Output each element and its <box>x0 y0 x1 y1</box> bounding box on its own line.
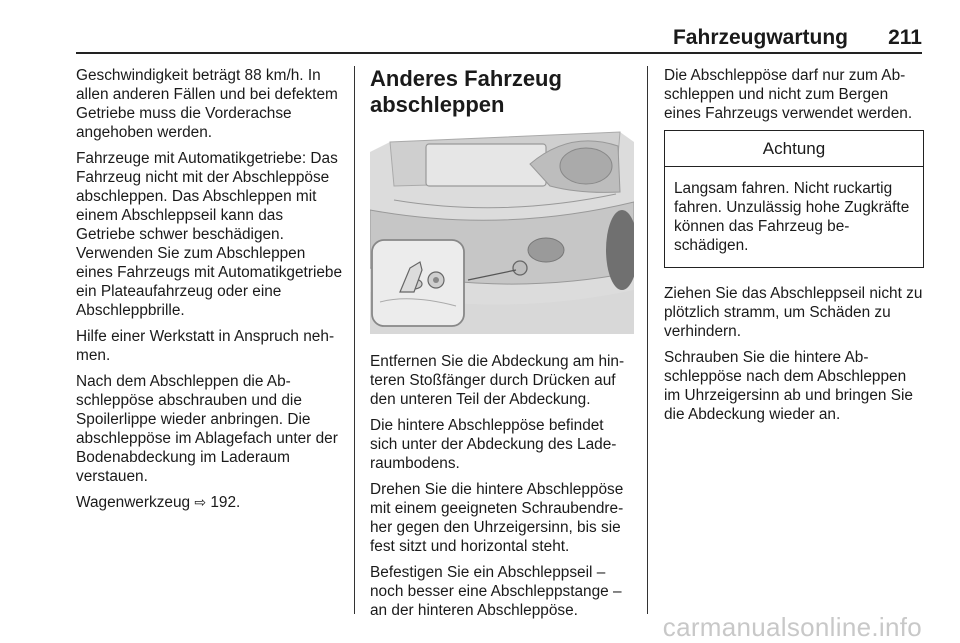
header-divider <box>76 52 922 54</box>
column-divider <box>647 66 648 614</box>
paragraph: Geschwindigkeit beträgt 88 km/h. In allen anderen Fällen und bei defektem Getriebe muss die Vorderachse angehoben werden. <box>76 67 338 141</box>
page-reference-link[interactable]: 192. <box>210 494 241 511</box>
section-heading: Anderes Fahrzeug abschleppen <box>370 66 562 117</box>
paragraph-reference <box>76 493 344 512</box>
caution-body <box>665 167 923 267</box>
reference-text: Wagenwerkzeug <box>76 494 191 511</box>
caution-text: Langsam fahren. Nicht ruckartig fahren. Unzulässig hohe Zugkräfte können das Fahrzeug beschädigen. <box>674 180 910 254</box>
paragraph: Fahrzeuge mit Automatikgetriebe: Das Fahrzeug nicht mit der Abschleppöse abschleppen. Das Abschleppen mit einem Abschleppseil kann das Getriebe schwer beschädigen. Verwenden Sie zum Abschleppen eines Fahrzeugs mit Automatikgetriebe ein Plateaufahrzeug oder eine Abschleppbrille. <box>76 150 343 319</box>
column-divider <box>354 66 355 614</box>
column-3 <box>664 66 924 431</box>
paragraph: Drehen Sie die hintere Abschleppöse mit einem geeigneten Schraubendreher gegen den Uhrzeigersinn, bis sie fest sitzt und horizontal steht. <box>370 481 624 555</box>
paragraph: Ziehen Sie das Abschleppseil nicht zu plötzlich stramm, um Schäden zu verhindern. <box>664 285 923 340</box>
paragraph: Die hintere Abschleppöse befindet sich unter der Abdeckung des Laderaumbodens. <box>370 417 617 472</box>
page-reference-arrow-icon[interactable]: ⇨ <box>194 494 207 510</box>
column-1 <box>76 66 344 519</box>
watermark: carmanualsonline.info <box>662 612 922 642</box>
caution-box <box>664 130 924 268</box>
page-number: 211 <box>888 26 922 49</box>
paragraph: Hilfe einer Werkstatt in Anspruch nehmen. <box>76 328 335 364</box>
paragraph: Entfernen Sie die Abdeckung am hinteren Stoßfänger durch Drücken auf den unteren Teil der Abdeckung. <box>370 353 625 408</box>
tow-eye-illustration <box>370 122 634 334</box>
paragraph: Nach dem Abschleppen die Abschleppöse abschrauben und die Spoilerlippe wieder anbringen. Die abschleppöse im Ablagefach unter der Bodenabdeckung im Laderaum verstauen. <box>76 373 338 485</box>
column-2 <box>370 66 634 627</box>
paragraph: Die Abschleppöse darf nur zum Abschleppen und nicht zum Bergen eines Fahrzeugs verwendet werden. <box>664 67 913 122</box>
paragraph: Befestigen Sie ein Abschleppseil – noch besser eine Abschleppstange – an der hinteren Abschleppöse. <box>370 564 622 619</box>
paragraph: Schrauben Sie die hintere Abschleppöse nach dem Abschleppen im Uhrzeigersinn ab und bringen Sie die Abdeckung wieder an. <box>664 349 913 423</box>
caution-title: Achtung <box>665 131 923 167</box>
section-title: Fahrzeugwartung <box>672 26 848 49</box>
